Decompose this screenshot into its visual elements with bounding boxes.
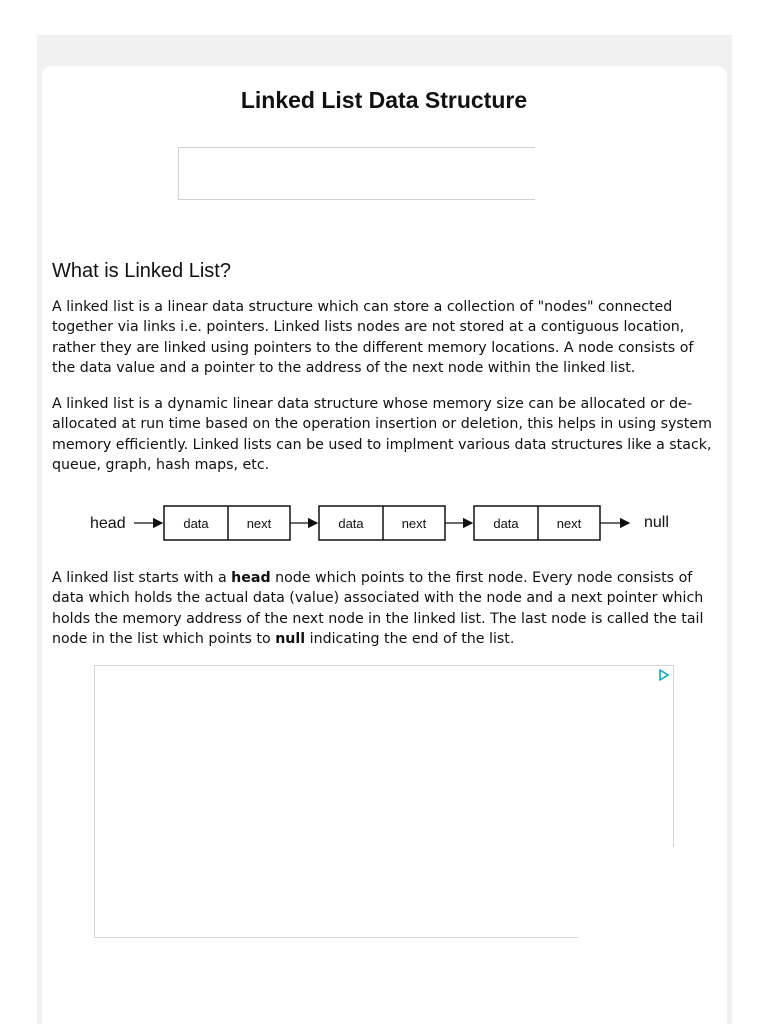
node-2-data-label: data [338, 516, 364, 531]
node-2 [319, 506, 445, 540]
ad-border-bottom [94, 937, 578, 938]
head-label: head [90, 515, 126, 532]
head-tail-paragraph [52, 568, 720, 650]
node-3 [474, 506, 600, 540]
section-heading: What is Linked List? [52, 260, 231, 282]
adchoices-icon[interactable] [658, 669, 670, 681]
bottom-ad-slot[interactable] [94, 665, 674, 938]
intro-paragraph: A linked list is a linear data structure which can store a collection of "nodes" connected together via links i.e. pointers. Linked lists nodes are not stored at a contiguous location, rather they are linked using pointers to the different memory locations. A node consists of the data value and a pointer to the address of the next node within the linked list. [52, 299, 694, 377]
node-1 [164, 506, 290, 540]
node-3-next-label: next [556, 516, 582, 531]
head-keyword: head [231, 570, 271, 586]
ad-border-right [673, 665, 674, 847]
linked-list-diagram [84, 500, 684, 546]
p3-text-2: node which points to the first node. Every node consists of data which holds the actual data (value) associated with the node and a next pointer which holds the memory address of the next node in the linked list. The last node is called the tail node in the list which points to [52, 570, 704, 648]
node-3-data-label: data [493, 516, 519, 531]
null-keyword: null [275, 631, 306, 648]
node-2-next-label: next [401, 516, 427, 531]
ad-border-left [94, 665, 95, 938]
node-1-next-label: next [246, 516, 272, 531]
p3-text-1: A linked list starts with a [52, 570, 232, 586]
top-ad-slot[interactable] [178, 147, 535, 200]
node-1-data-label: data [183, 516, 209, 531]
page-title: Linked List Data Structure [240, 87, 528, 113]
ad-border-top [94, 665, 674, 666]
dynamic-paragraph: A linked list is a dynamic linear data structure whose memory size can be allocated or de-allocated at run time based on the operation insertion or deletion, this helps in using system memory efficiently. Linked lists can be used to implment various data structures like a stack, queue, graph, hash maps, etc. [52, 396, 712, 474]
null-label: null [644, 514, 669, 531]
p3-text-3: indicating the end of the list. [305, 631, 515, 648]
